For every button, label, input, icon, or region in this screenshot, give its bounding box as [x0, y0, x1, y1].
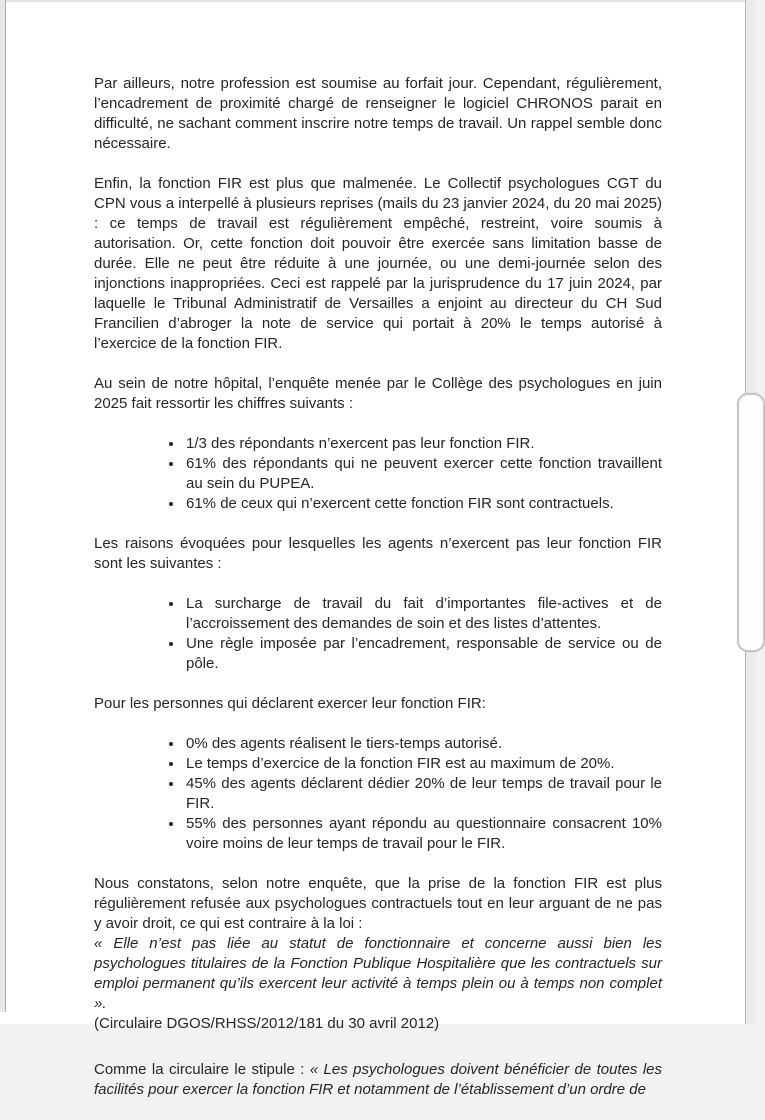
circulaire-lead: Comme la circulaire le stipule :	[94, 1061, 310, 1078]
survey-stats-list	[94, 434, 662, 514]
raisons-list	[94, 594, 662, 674]
list-item: • Une règle imposée par l’encadrement, responsable de service ou de pôle.	[184, 634, 662, 674]
list-item: • La surcharge de travail du fait d’importantes file-actives et de l’accroissement des demandes de soin et des listes d’attentes.	[184, 594, 662, 634]
circulaire-quote: « Les psychologues doivent bénéficier de toutes les facilités pour exercer la fonction FIR et notamment de l’établissement d’un ordre de	[94, 1061, 663, 1098]
list-item: • Le temps d’exercice de la fonction FIR est au maximum de 20%.	[184, 754, 662, 774]
paragraph-raisons-intro: Les raisons évoquées pour lesquelles les agents n’exercent pas leur fonction FIR sont les suivantes :	[94, 535, 662, 572]
paragraph-enquete-intro: Au sein de notre hôpital, l’enquête menée par le Collège des psychologues en juin 2025 fait ressortir les chiffres suivants :	[94, 375, 662, 412]
document-body	[94, 74, 662, 1120]
paragraph-forfait-jour: Par ailleurs, notre profession est soumise au forfait jour. Cependant, régulièrement, l’encadrement de proximité chargé de renseigner le logiciel CHRONOS parait en difficulté, ne sachant comment inscrire notre temps de travail. Un rappel semble donc nécessaire.	[94, 75, 662, 152]
list-item: • 61% de ceux qui n’exercent cette fonction FIR sont contractuels.	[184, 494, 662, 514]
quote-loi: « Elle n’est pas liée au statut de fonctionnaire et concerne aussi bien les psychologues titulaires de la Fonction Publique Hospitalière que les contractuels sur emploi permanent qu’ils exercent leur activité à temps plein ou à temps non complet ».	[94, 935, 662, 1012]
paragraph-constat-intro: Nous constatons, selon notre enquête, que la prise de la fonction FIR est plus régulièrement refusée aux psychologues contractuels tout en leur arguant de ne pas y avoir droit, ce qui est contraire à la loi :	[94, 875, 662, 932]
paragraph-circulaire	[94, 1060, 662, 1100]
quote-loi-source: (Circulaire DGOS/RHSS/2012/181 du 30 avril 2012)	[94, 1015, 440, 1032]
paragraph-fonction-fir: Enfin, la fonction FIR est plus que malmenée. Le Collectif psychologues CGT du CPN vous a interpellé à plusieurs reprises (mails du 23 janvier 2024, du 20 mai 2025) : ce temps de travail est régulièrement empêché, restreint, voire soumis à autorisation. Or, cette fonction doit pouvoir être exercée sans limitation basse de durée. Elle ne peut être réduite à une journée, ou une demi-journée selon des injonctions inappropriées. Ceci est rappelé par la jurisprudence du 17 juin 2024, par laquelle le Tribunal Administratif de Versailles a enjoint au directeur du CH Sud Francilien d’abroger la note de service qui portait à 20% le temps autorisé à l’exercice de la fonction FIR.	[94, 175, 662, 352]
list-item: • 45% des agents déclarent dédier 20% de leur temps de travail pour le FIR.	[184, 774, 662, 814]
page-left-edge	[0, 0, 6, 1012]
list-item: • 0% des agents réalisent le tiers-temps autorisé.	[184, 734, 662, 754]
scrollbar-thumb[interactable]	[737, 393, 765, 652]
paragraph-personnes-intro: Pour les personnes qui déclarent exercer leur fonction FIR:	[94, 695, 486, 712]
list-item: • 1/3 des répondants n’exercent pas leur fonction FIR.	[184, 434, 662, 454]
list-item: • 55% des personnes ayant répondu au questionnaire consacrent 10% voire moins de leur temps de travail pour le FIR.	[184, 814, 662, 854]
exercice-list	[94, 734, 662, 854]
list-item: • 61% des répondants qui ne peuvent exercer cette fonction travaillent au sein du PUPEA.	[184, 454, 662, 494]
page-top-edge	[0, 0, 756, 2]
